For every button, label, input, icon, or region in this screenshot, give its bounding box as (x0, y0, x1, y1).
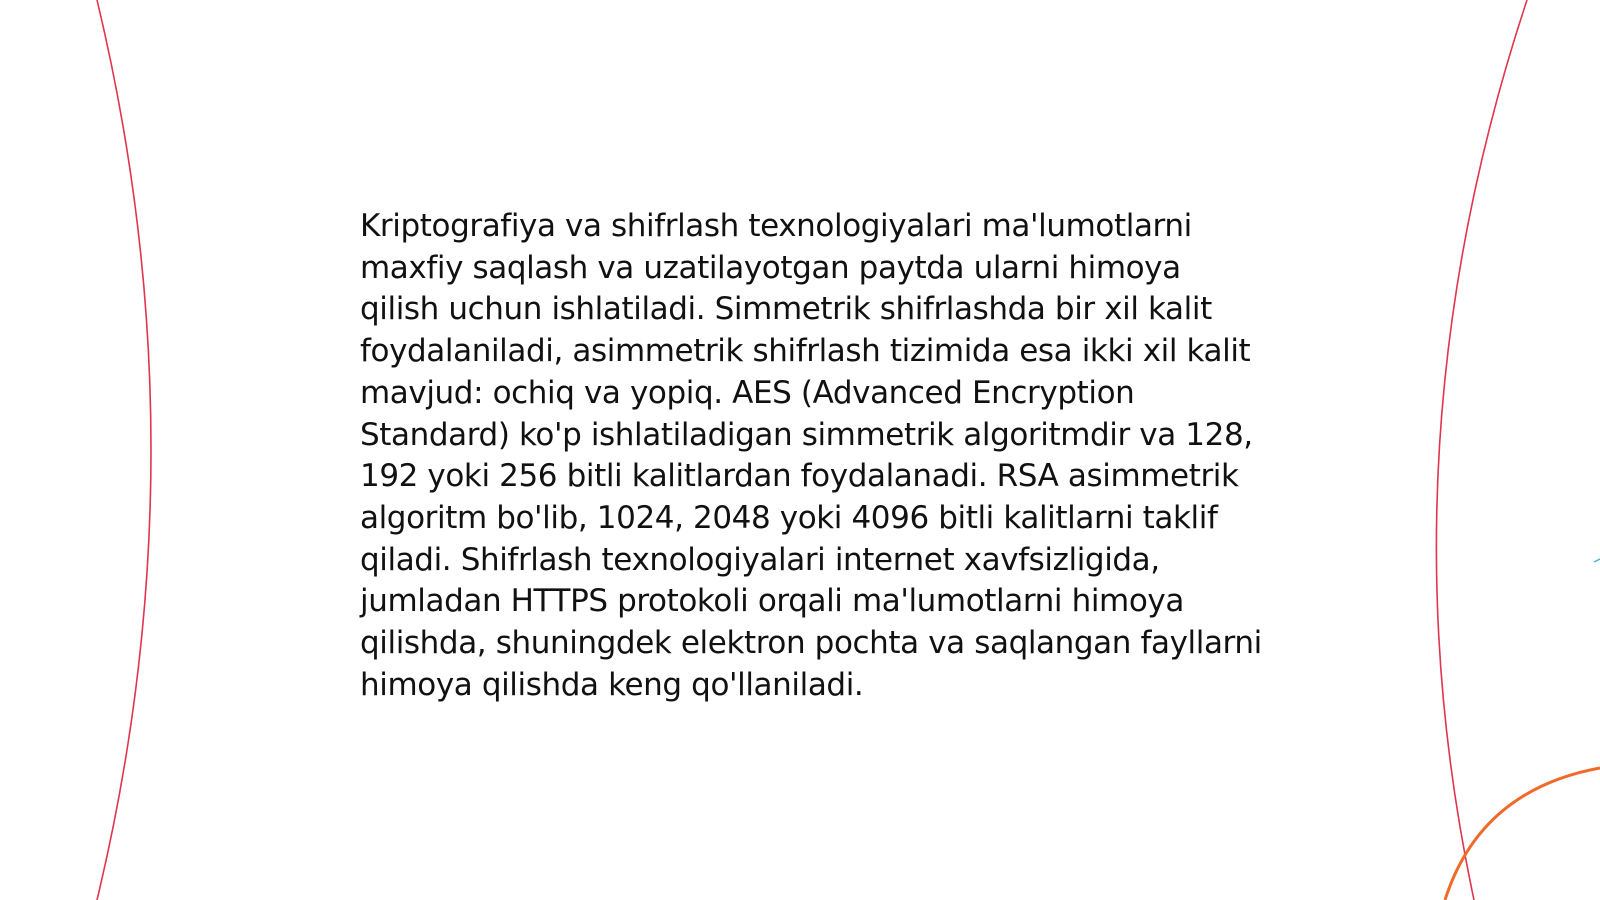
left-arc-decoration (97, 0, 151, 900)
right-arc-decoration (1436, 0, 1527, 900)
body-paragraph: Kriptografiya va shifrlash texnologiyalari ma'lumotlarni maxfiy saqlash va uzatilayotgan paytda ularni himoya qilish uchun ishlatiladi. Simmetrik shifrlashda bir xil kalit foydalaniladi, asimmetrik shifrlash tizimida esa ikki xil kalit mavjud: ochiq va yopiq. AES (Advanced Encryption Standard) ko'p ishlatiladigan simmetrik algoritmdir va 128, 192 yoki 256 bitli kalitlardan foydalanadi. RSA asimmetrik algoritm bo'lib, 1024, 2048 yoki 4096 bitli kalitlarni taklif qiladi. Shifrlash texnologiyalari internet xavfsizligida, jumladan HTTPS protokoli orqali ma'lumotlarni himoya qilishda, shuningdek elektron pochta va saqlangan fayllarni himoya qilishda keng qo'llaniladi. (360, 208, 1262, 703)
orange-circle-decoration (1445, 768, 1600, 900)
teal-mark-decoration (1594, 559, 1600, 562)
